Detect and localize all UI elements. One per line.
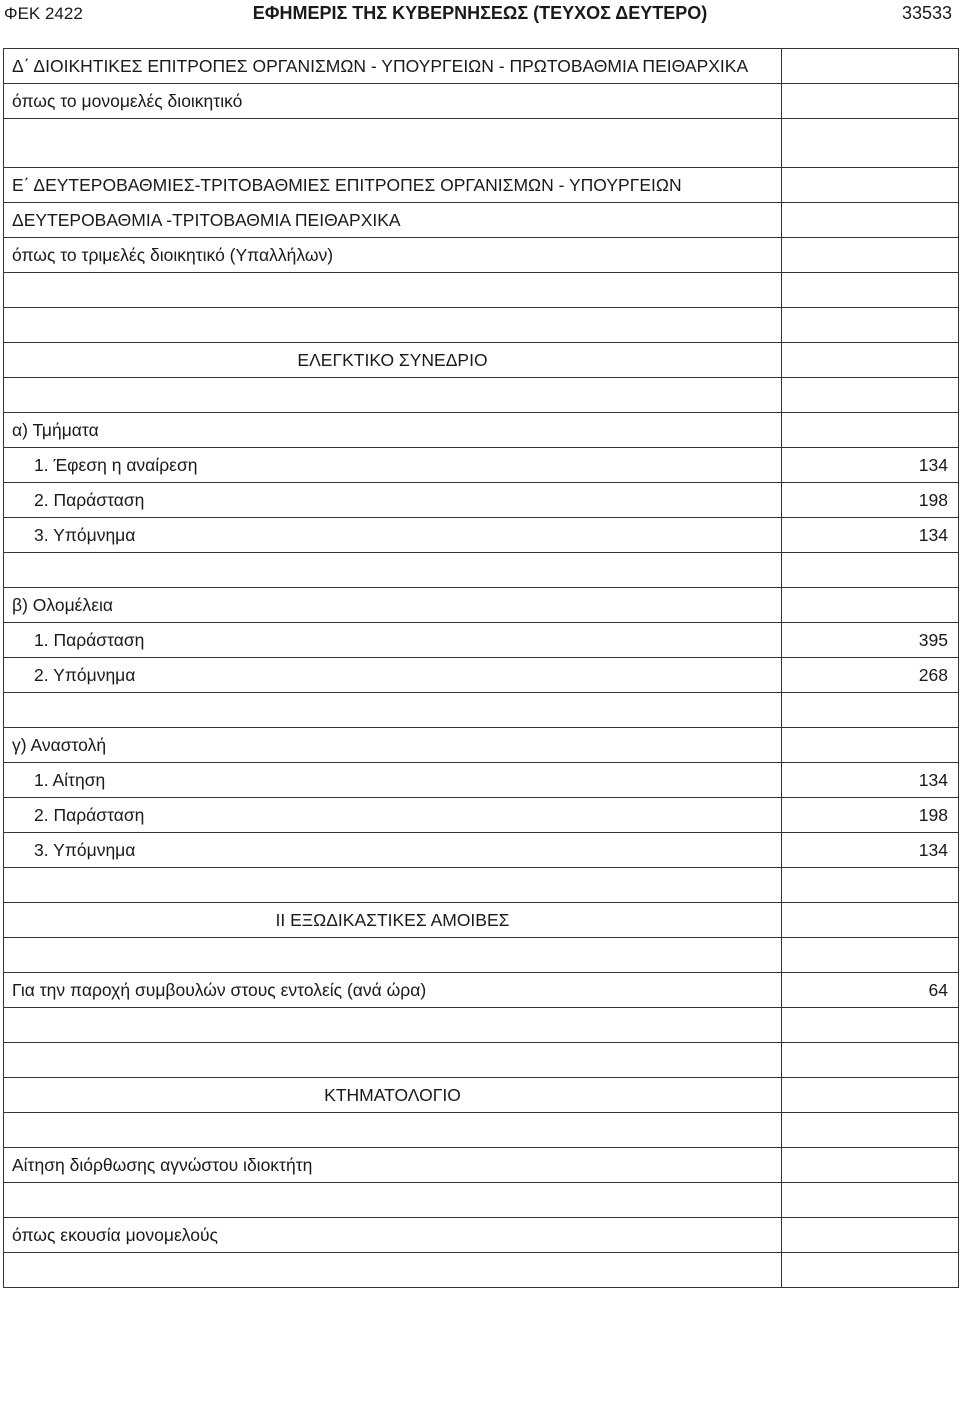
fee-item-label: 2. Παράσταση [4, 798, 782, 833]
table-row [4, 168, 959, 203]
section-heading: Δ΄ ΔΙΟΙΚΗΤΙΚΕΣ ΕΠΙΤΡΟΠΕΣ ΟΡΓΑΝΙΣΜΩΝ - ΥΠΟΥΡΓΕΙΩΝ - ΠΡΩΤΟΒΑΘΜΙΑ ΠΕΙΘΑΡΧΙΚΑ [4, 49, 782, 84]
amount-cell [782, 168, 959, 203]
fee-item-label: 2. Υπόμνημα [4, 658, 782, 693]
table-row [4, 413, 959, 448]
empty-cell [4, 1008, 782, 1043]
table-row [4, 553, 959, 588]
table-row [4, 1148, 959, 1183]
fee-item-label: 1. Παράσταση [4, 623, 782, 658]
empty-cell [782, 693, 959, 728]
gazette-issue-number: ΦΕΚ 2422 [4, 4, 83, 23]
table-row [4, 833, 959, 868]
row-label: ΔΕΥΤΕΡΟΒΑΘΜΙΑ -ΤΡΙΤΟΒΑΘΜΙΑ ΠΕΙΘΑΡΧΙΚΑ [4, 203, 782, 238]
table-row [4, 938, 959, 973]
empty-cell [782, 903, 959, 938]
empty-cell [4, 938, 782, 973]
fee-item-amount: 64 [782, 973, 959, 1008]
empty-cell [782, 728, 959, 763]
empty-cell [782, 119, 959, 168]
empty-cell [4, 1113, 782, 1148]
table-row [4, 238, 959, 273]
fee-item-amount: 268 [782, 658, 959, 693]
fee-item-label: 1. Έφεση η αναίρεση [4, 448, 782, 483]
table-row [4, 693, 959, 728]
fee-item-label: 3. Υπόμνημα [4, 833, 782, 868]
page-header [0, 0, 960, 32]
empty-cell [782, 1008, 959, 1043]
table-row [4, 763, 959, 798]
table-row [4, 448, 959, 483]
table-row [4, 1183, 959, 1218]
empty-cell [782, 1148, 959, 1183]
page-number: 33533 [901, 3, 952, 23]
table-row [4, 119, 959, 168]
fee-item-amount: 134 [782, 448, 959, 483]
table-row [4, 518, 959, 553]
subsection-heading: β) Ολομέλεια [4, 588, 782, 623]
section-title-elegktiko: ΕΛΕΓΚΤΙΚΟ ΣΥΝΕΔΡΙΟ [4, 343, 782, 378]
section-title-extrajudicial: ΙΙ ΕΞΩΔΙΚΑΣΤΙΚΕΣ ΑΜΟΙΒΕΣ [4, 903, 782, 938]
gazette-title: ΕΦΗΜΕΡΙΣ ΤΗΣ ΚΥΒΕΡΝΗΣΕΩΣ (ΤΕΥΧΟΣ ΔΕΥΤΕΡΟ) [252, 3, 708, 23]
table-row [4, 973, 959, 1008]
table-row [4, 273, 959, 308]
empty-cell [4, 1043, 782, 1078]
empty-cell [782, 938, 959, 973]
table-row [4, 658, 959, 693]
fee-table [3, 48, 959, 1288]
table-row [4, 203, 959, 238]
fee-item-amount: 198 [782, 483, 959, 518]
table-row [4, 1078, 959, 1113]
table-row [4, 308, 959, 343]
empty-cell [782, 1113, 959, 1148]
empty-cell [782, 273, 959, 308]
table-row [4, 588, 959, 623]
fee-item-label: 1. Αίτηση [4, 763, 782, 798]
empty-cell [782, 1183, 959, 1218]
table-row [4, 84, 959, 119]
section-title-ktimatologio: ΚΤΗΜΑΤΟΛΟΓΙΟ [4, 1078, 782, 1113]
fee-item-amount: 134 [782, 518, 959, 553]
fee-item-amount: 134 [782, 833, 959, 868]
fee-item-amount: 198 [782, 798, 959, 833]
subsection-heading: γ) Αναστολή [4, 728, 782, 763]
table-row [4, 903, 959, 938]
fee-item-label: 2. Παράσταση [4, 483, 782, 518]
empty-cell [782, 1043, 959, 1078]
empty-cell [782, 378, 959, 413]
table-row [4, 623, 959, 658]
empty-cell [782, 553, 959, 588]
fee-item-amount: 134 [782, 763, 959, 798]
empty-cell [4, 1253, 782, 1288]
empty-cell [4, 378, 782, 413]
empty-cell [782, 1078, 959, 1113]
table-row [4, 798, 959, 833]
empty-cell [782, 588, 959, 623]
empty-cell [4, 693, 782, 728]
row-label: Αίτηση διόρθωσης αγνώστου ιδιοκτήτη [4, 1148, 782, 1183]
empty-cell [4, 553, 782, 588]
empty-cell [782, 868, 959, 903]
empty-cell [4, 868, 782, 903]
amount-cell [782, 238, 959, 273]
empty-cell [4, 308, 782, 343]
table-row [4, 49, 959, 84]
table-row [4, 1113, 959, 1148]
table-row [4, 483, 959, 518]
subsection-heading: α) Τμήματα [4, 413, 782, 448]
table-row [4, 868, 959, 903]
empty-cell [782, 1253, 959, 1288]
table-row [4, 1253, 959, 1288]
table-row [4, 378, 959, 413]
empty-cell [782, 413, 959, 448]
table-row [4, 1218, 959, 1253]
row-label: όπως εκουσία μονομελούς [4, 1218, 782, 1253]
empty-cell [4, 119, 782, 168]
table-row [4, 728, 959, 763]
empty-cell [782, 343, 959, 378]
table-row [4, 1008, 959, 1043]
empty-cell [782, 1218, 959, 1253]
amount-cell [782, 84, 959, 119]
section-heading: Ε΄ ΔΕΥΤΕΡΟΒΑΘΜΙΕΣ-ΤΡΙΤΟΒΑΘΜΙΕΣ ΕΠΙΤΡΟΠΕΣ ΟΡΓΑΝΙΣΜΩΝ - ΥΠΟΥΡΓΕΙΩΝ [4, 168, 782, 203]
fee-item-amount: 395 [782, 623, 959, 658]
amount-cell [782, 49, 959, 84]
amount-cell [782, 203, 959, 238]
row-label: όπως το μονομελές διοικητικό [4, 84, 782, 119]
table-row [4, 343, 959, 378]
table-row [4, 1043, 959, 1078]
fee-item-label: Για την παροχή συμβουλών στους εντολείς (ανά ώρα) [4, 973, 782, 1008]
empty-cell [782, 308, 959, 343]
row-label: όπως το τριμελές διοικητικό (Υπαλλήλων) [4, 238, 782, 273]
fee-item-label: 3. Υπόμνημα [4, 518, 782, 553]
empty-cell [4, 273, 782, 308]
empty-cell [4, 1183, 782, 1218]
